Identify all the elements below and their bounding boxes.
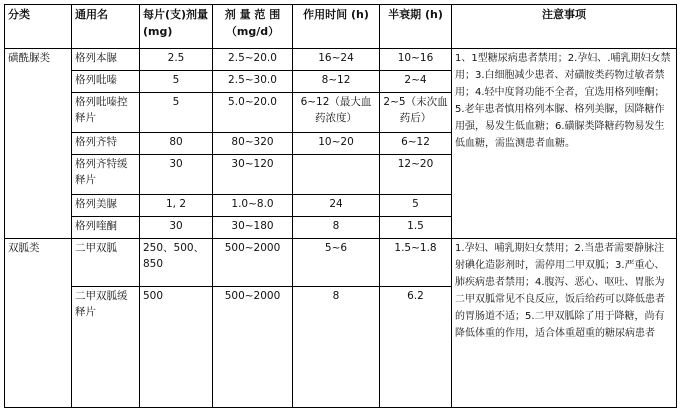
notes-cell: 1、1型糖尿病患者禁用；2.孕妇、.哺乳期妇女禁用；3.白细胞减少患者、对磺胺类药物过敏者禁用；4.轻中度肾功能不全者，宜选用格列喹酮；5.老年患者慎用格列本脲、格列美脲，因降糖作用强，易发生低血糖；6.磺脲类降糖药物易发生低血糖，需监测患者血糖。 bbox=[452, 49, 677, 239]
duration-cell: 6~12（最大血药浓度） bbox=[293, 93, 380, 133]
dose-cell: 500 bbox=[140, 287, 213, 408]
drug-name: 格列吡嗪 bbox=[72, 71, 140, 93]
range-cell: 500~2000 bbox=[213, 239, 293, 287]
table-row bbox=[5, 239, 677, 287]
duration-cell: 16~24 bbox=[293, 49, 380, 71]
header-half-life: 半衰期 (h) bbox=[380, 5, 452, 49]
dose-cell: 80 bbox=[140, 133, 213, 155]
drug-name: 格列吡嗪控释片 bbox=[72, 93, 140, 133]
header-category: 分类 bbox=[5, 5, 72, 49]
duration-cell: 10~20 bbox=[293, 133, 380, 155]
range-cell: 30~180 bbox=[213, 217, 293, 239]
category-cell: 双胍类 bbox=[5, 239, 72, 408]
dose-cell: 250、500、850 bbox=[140, 239, 213, 287]
half-life-cell: 1.5 bbox=[380, 217, 452, 239]
duration-cell: 24 bbox=[293, 195, 380, 217]
dose-cell: 30 bbox=[140, 155, 213, 195]
header-generic-name: 通用名 bbox=[72, 5, 140, 49]
range-cell: 30~120 bbox=[213, 155, 293, 195]
half-life-cell: 6~12 bbox=[380, 133, 452, 155]
half-life-cell: 12~20 bbox=[380, 155, 452, 195]
range-cell: 500~2000 bbox=[213, 287, 293, 408]
drug-name: 二甲双胍 bbox=[72, 239, 140, 287]
dose-cell: 5 bbox=[140, 71, 213, 93]
half-life-cell: 2~4 bbox=[380, 71, 452, 93]
duration-cell: 8~12 bbox=[293, 71, 380, 93]
dose-cell: 1, 2 bbox=[140, 195, 213, 217]
drug-name: 二甲双胍缓释片 bbox=[72, 287, 140, 408]
range-cell: 5.0~20.0 bbox=[213, 93, 293, 133]
half-life-cell: 5 bbox=[380, 195, 452, 217]
dose-cell: 5 bbox=[140, 93, 213, 133]
range-cell: 2.5~30.0 bbox=[213, 71, 293, 93]
drug-name: 格列齐特 bbox=[72, 133, 140, 155]
header-row bbox=[5, 5, 677, 49]
range-cell: 80~320 bbox=[213, 133, 293, 155]
category-cell: 磺酰脲类 bbox=[5, 49, 72, 239]
table-row bbox=[5, 49, 677, 71]
header-dose-per-tablet: 每片(支)剂量 (mg) bbox=[140, 5, 213, 49]
duration-cell: 8 bbox=[293, 217, 380, 239]
range-cell: 1.0~8.0 bbox=[213, 195, 293, 217]
duration-cell: 8 bbox=[293, 287, 380, 408]
dose-cell: 30 bbox=[140, 217, 213, 239]
range-cell: 2.5~20.0 bbox=[213, 49, 293, 71]
drug-name: 格列美脲 bbox=[72, 195, 140, 217]
half-life-cell: 1.5~1.8 bbox=[380, 239, 452, 287]
drug-table bbox=[4, 4, 677, 408]
header-notes: 注意事项 bbox=[452, 5, 677, 49]
header-dose-range: 剂 量 范 围（mg/d） bbox=[213, 5, 293, 49]
dose-cell: 2.5 bbox=[140, 49, 213, 71]
drug-name: 格列齐特缓释片 bbox=[72, 155, 140, 195]
header-duration: 作用时间 (h) bbox=[293, 5, 380, 49]
half-life-cell: 6.2 bbox=[380, 287, 452, 408]
duration-cell bbox=[293, 155, 380, 195]
drug-name: 格列喹酮 bbox=[72, 217, 140, 239]
drug-name: 格列本脲 bbox=[72, 49, 140, 71]
notes-cell: 1.孕妇、哺乳期妇女禁用；2.当患者需要静脉注射碘化造影剂时，需停用二甲双胍；3.严重心、肺疾病患者禁用；4.腹泻、恶心、呕吐、胃胀为二甲双胍常见不良反应，饭后给药可以降低患者的胃肠道不适；5.二甲双胍除了用于降糖，尚有降低体重的作用，适合体重超重的糖尿病患者 bbox=[452, 239, 677, 408]
duration-cell: 5~6 bbox=[293, 239, 380, 287]
half-life-cell: 2~5（末次血药后） bbox=[380, 93, 452, 133]
half-life-cell: 10~16 bbox=[380, 49, 452, 71]
